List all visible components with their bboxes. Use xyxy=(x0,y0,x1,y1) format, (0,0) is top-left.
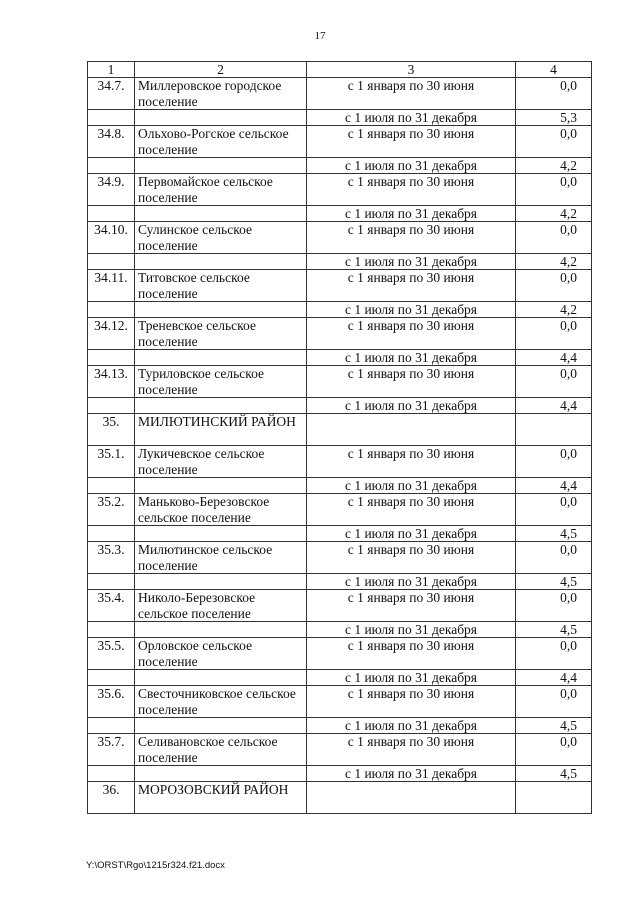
table-row xyxy=(88,622,592,638)
empty-cell xyxy=(135,254,307,270)
table-row xyxy=(88,718,592,734)
empty-cell xyxy=(88,110,135,126)
period-first-half: с 1 января по 30 июня xyxy=(307,638,516,670)
value-first-half: 0,0 xyxy=(516,78,592,110)
value-first-half: 0,0 xyxy=(516,270,592,302)
settlement-name: Сулинское сельское поселение xyxy=(135,222,307,254)
empty-cell xyxy=(516,414,592,446)
table-row xyxy=(88,686,592,718)
empty-cell xyxy=(135,206,307,222)
column-header-2: 2 xyxy=(135,62,307,78)
value-second-half: 4,2 xyxy=(516,158,592,174)
table-row xyxy=(88,350,592,366)
empty-cell xyxy=(88,350,135,366)
table-row xyxy=(88,110,592,126)
district-row xyxy=(88,782,592,814)
period-second-half: с 1 июля по 31 декабря xyxy=(307,158,516,174)
empty-cell xyxy=(135,398,307,414)
empty-cell xyxy=(88,670,135,686)
settlement-name: Миллеровское городское поселение xyxy=(135,78,307,110)
table-row xyxy=(88,446,592,478)
table-row xyxy=(88,734,592,766)
empty-cell xyxy=(88,206,135,222)
value-first-half: 0,0 xyxy=(516,446,592,478)
row-number: 34.11. xyxy=(88,270,135,302)
period-first-half: с 1 января по 30 июня xyxy=(307,126,516,158)
value-first-half: 0,0 xyxy=(516,366,592,398)
table-row xyxy=(88,206,592,222)
row-number: 34.10. xyxy=(88,222,135,254)
value-first-half: 0,0 xyxy=(516,318,592,350)
empty-cell xyxy=(88,574,135,590)
empty-cell xyxy=(135,526,307,542)
period-first-half: с 1 января по 30 июня xyxy=(307,686,516,718)
row-number: 35.2. xyxy=(88,494,135,526)
value-second-half: 4,5 xyxy=(516,574,592,590)
value-second-half: 4,4 xyxy=(516,350,592,366)
empty-cell xyxy=(135,158,307,174)
column-header-3: 3 xyxy=(307,62,516,78)
tariff-table xyxy=(87,61,592,814)
row-number: 35.4. xyxy=(88,590,135,622)
period-first-half: с 1 января по 30 июня xyxy=(307,446,516,478)
value-second-half: 4,5 xyxy=(516,526,592,542)
file-path-footer: Y:\ORST\Rgo\1215r324.f21.docx xyxy=(86,860,225,871)
row-number: 34.8. xyxy=(88,126,135,158)
period-second-half: с 1 июля по 31 декабря xyxy=(307,766,516,782)
empty-cell xyxy=(307,414,516,446)
row-number: 35.1. xyxy=(88,446,135,478)
row-number: 35.7. xyxy=(88,734,135,766)
value-second-half: 4,2 xyxy=(516,206,592,222)
table-row xyxy=(88,254,592,270)
empty-cell xyxy=(135,302,307,318)
settlement-name: Ольхово-Рогское сельское поселение xyxy=(135,126,307,158)
value-second-half: 4,4 xyxy=(516,398,592,414)
value-second-half: 4,4 xyxy=(516,478,592,494)
value-second-half: 4,2 xyxy=(516,302,592,318)
period-second-half: с 1 июля по 31 декабря xyxy=(307,718,516,734)
period-second-half: с 1 июля по 31 декабря xyxy=(307,206,516,222)
table-row xyxy=(88,174,592,206)
value-first-half: 0,0 xyxy=(516,174,592,206)
table-row xyxy=(88,222,592,254)
table-row xyxy=(88,766,592,782)
empty-cell xyxy=(88,398,135,414)
value-second-half: 4,5 xyxy=(516,718,592,734)
settlement-name: Треневское сельское поселение xyxy=(135,318,307,350)
row-number: 34.13. xyxy=(88,366,135,398)
row-number: 35.5. xyxy=(88,638,135,670)
empty-cell xyxy=(135,718,307,734)
settlement-name: Свесточниковское сельское поселение xyxy=(135,686,307,718)
value-first-half: 0,0 xyxy=(516,126,592,158)
value-first-half: 0,0 xyxy=(516,590,592,622)
district-name: МОРОЗОВСКИЙ РАЙОН xyxy=(135,782,307,814)
empty-cell xyxy=(88,478,135,494)
value-second-half: 4,5 xyxy=(516,766,592,782)
period-second-half: с 1 июля по 31 декабря xyxy=(307,670,516,686)
period-second-half: с 1 июля по 31 декабря xyxy=(307,110,516,126)
value-first-half: 0,0 xyxy=(516,222,592,254)
period-first-half: с 1 января по 30 июня xyxy=(307,222,516,254)
row-number: 35.6. xyxy=(88,686,135,718)
period-first-half: с 1 января по 30 июня xyxy=(307,734,516,766)
page-number: 17 xyxy=(314,30,326,42)
table-header-row xyxy=(88,62,592,78)
settlement-name: Селивановское сельское поселение xyxy=(135,734,307,766)
value-first-half: 0,0 xyxy=(516,494,592,526)
empty-cell xyxy=(88,622,135,638)
row-number: 36. xyxy=(88,782,135,814)
table-row xyxy=(88,318,592,350)
period-first-half: с 1 января по 30 июня xyxy=(307,174,516,206)
value-first-half: 0,0 xyxy=(516,686,592,718)
empty-cell xyxy=(88,254,135,270)
table-row xyxy=(88,542,592,574)
settlement-name: Первомайское сельское поселение xyxy=(135,174,307,206)
table-row xyxy=(88,270,592,302)
row-number: 35.3. xyxy=(88,542,135,574)
value-first-half: 0,0 xyxy=(516,638,592,670)
value-second-half: 4,2 xyxy=(516,254,592,270)
period-second-half: с 1 июля по 31 декабря xyxy=(307,254,516,270)
value-first-half: 0,0 xyxy=(516,734,592,766)
empty-cell xyxy=(88,766,135,782)
value-second-half: 4,5 xyxy=(516,622,592,638)
empty-cell xyxy=(88,718,135,734)
table-row xyxy=(88,478,592,494)
district-row xyxy=(88,414,592,446)
empty-cell xyxy=(307,782,516,814)
table-row xyxy=(88,78,592,110)
settlement-name: Туриловское сельское поселение xyxy=(135,366,307,398)
value-first-half: 0,0 xyxy=(516,542,592,574)
period-second-half: с 1 июля по 31 декабря xyxy=(307,574,516,590)
empty-cell xyxy=(88,158,135,174)
value-second-half: 5,3 xyxy=(516,110,592,126)
column-header-4: 4 xyxy=(516,62,592,78)
table-row xyxy=(88,366,592,398)
table-row xyxy=(88,494,592,526)
period-second-half: с 1 июля по 31 декабря xyxy=(307,526,516,542)
period-first-half: с 1 января по 30 июня xyxy=(307,494,516,526)
period-first-half: с 1 января по 30 июня xyxy=(307,542,516,574)
table-row xyxy=(88,590,592,622)
period-second-half: с 1 июля по 31 декабря xyxy=(307,398,516,414)
period-second-half: с 1 июля по 31 декабря xyxy=(307,302,516,318)
period-first-half: с 1 января по 30 июня xyxy=(307,78,516,110)
empty-cell xyxy=(88,302,135,318)
table-row xyxy=(88,302,592,318)
value-second-half: 4,4 xyxy=(516,670,592,686)
table-row xyxy=(88,638,592,670)
empty-cell xyxy=(135,622,307,638)
settlement-name: Милютинское сельское поселение xyxy=(135,542,307,574)
empty-cell xyxy=(135,110,307,126)
period-first-half: с 1 января по 30 июня xyxy=(307,590,516,622)
period-first-half: с 1 января по 30 июня xyxy=(307,366,516,398)
table-row xyxy=(88,126,592,158)
column-header-1: 1 xyxy=(88,62,135,78)
settlement-name: Орловское сельское поселение xyxy=(135,638,307,670)
empty-cell xyxy=(135,766,307,782)
period-second-half: с 1 июля по 31 декабря xyxy=(307,478,516,494)
row-number: 34.9. xyxy=(88,174,135,206)
period-second-half: с 1 июля по 31 декабря xyxy=(307,622,516,638)
table-row xyxy=(88,670,592,686)
table-row xyxy=(88,574,592,590)
empty-cell xyxy=(135,574,307,590)
table-row xyxy=(88,398,592,414)
empty-cell xyxy=(516,782,592,814)
row-number: 34.7. xyxy=(88,78,135,110)
settlement-name: Титовское сельское поселение xyxy=(135,270,307,302)
empty-cell xyxy=(135,670,307,686)
period-second-half: с 1 июля по 31 декабря xyxy=(307,350,516,366)
settlement-name: Маньково-Березовское сельское поселение xyxy=(135,494,307,526)
settlement-name: Николо-Березовское сельское поселение xyxy=(135,590,307,622)
district-name: МИЛЮТИНСКИЙ РАЙОН xyxy=(135,414,307,446)
table-row xyxy=(88,526,592,542)
empty-cell xyxy=(135,478,307,494)
table-row xyxy=(88,158,592,174)
empty-cell xyxy=(135,350,307,366)
row-number: 34.12. xyxy=(88,318,135,350)
settlement-name: Лукичевское сельское поселение xyxy=(135,446,307,478)
period-first-half: с 1 января по 30 июня xyxy=(307,318,516,350)
empty-cell xyxy=(88,526,135,542)
table-body xyxy=(88,78,592,814)
row-number: 35. xyxy=(88,414,135,446)
period-first-half: с 1 января по 30 июня xyxy=(307,270,516,302)
